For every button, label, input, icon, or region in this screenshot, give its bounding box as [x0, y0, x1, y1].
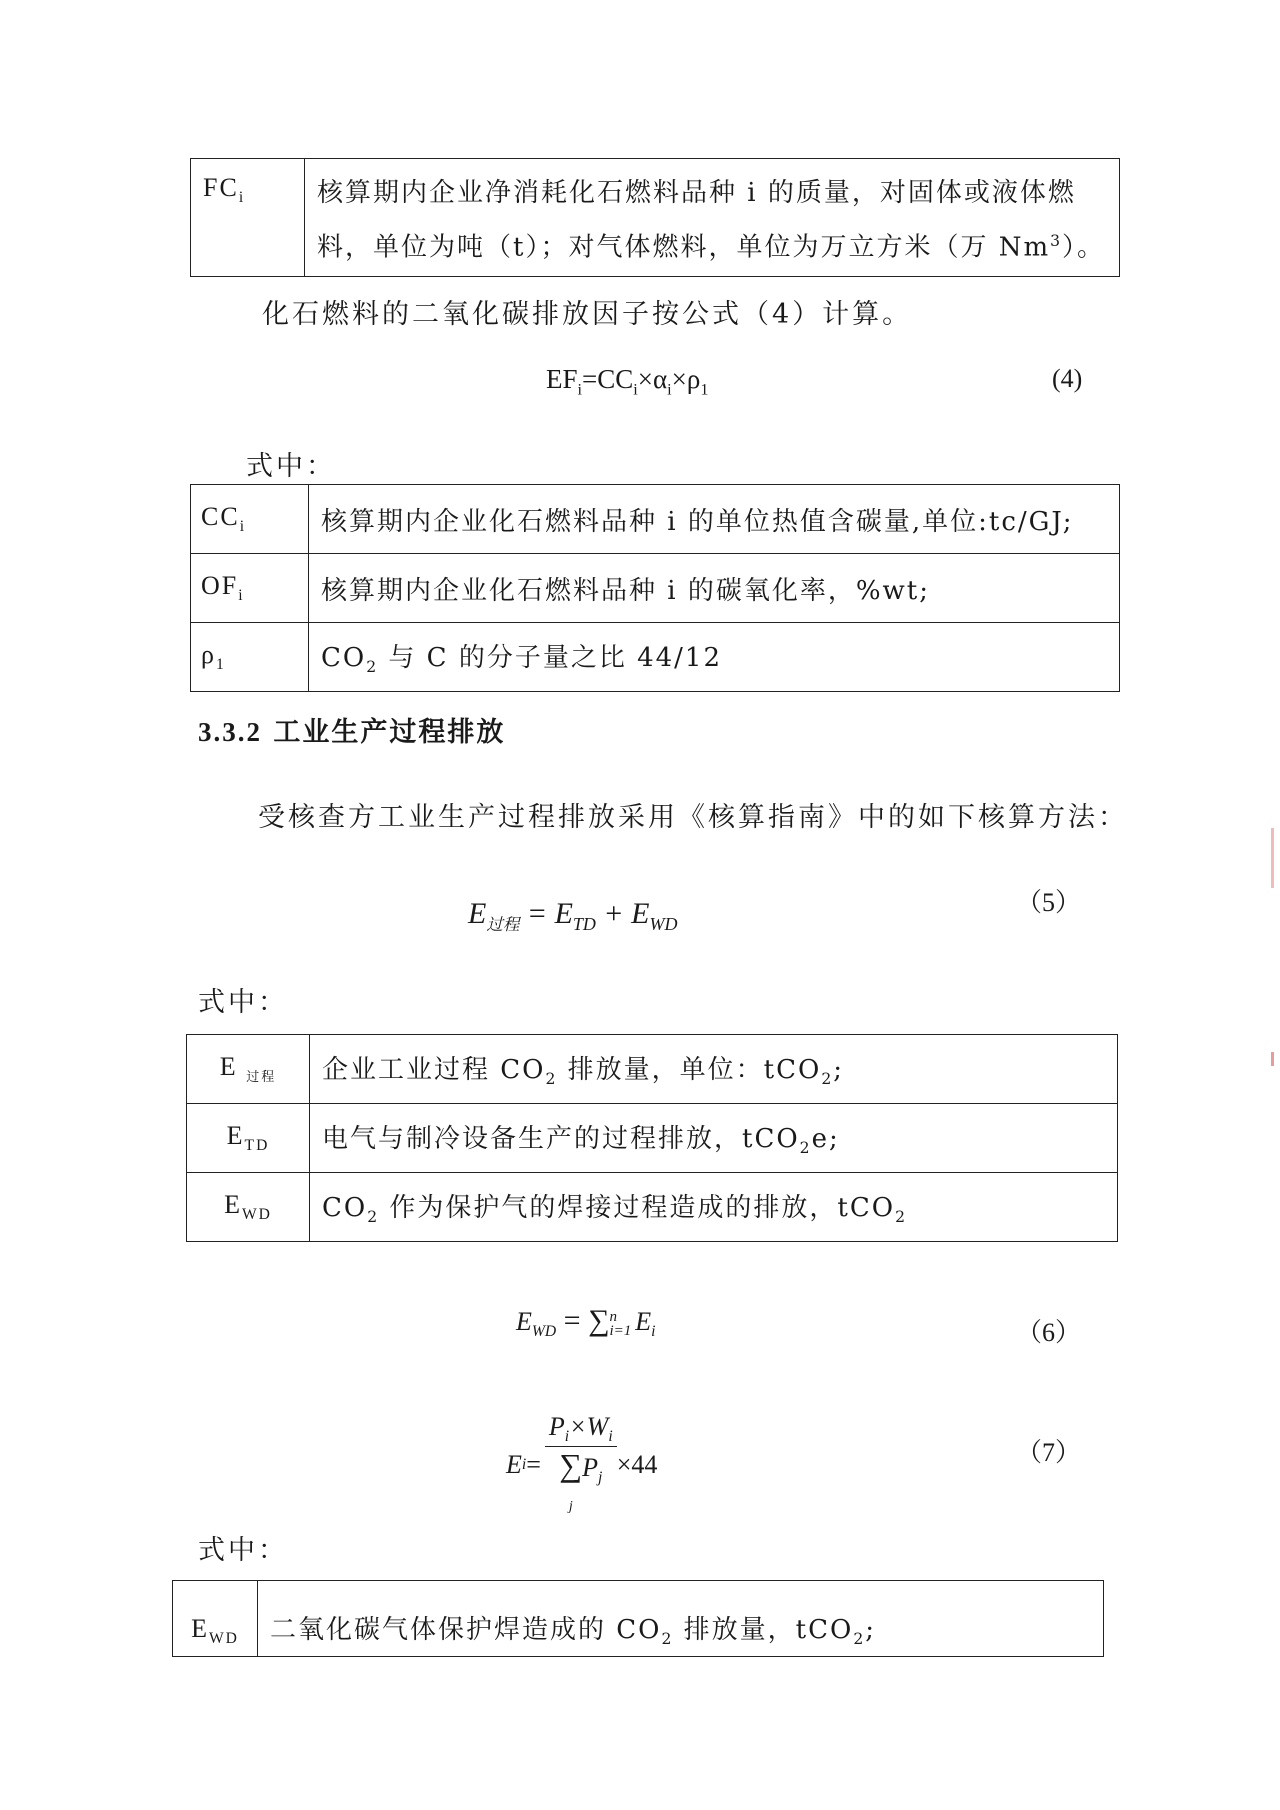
eq-term: E: [506, 1449, 522, 1479]
eq-term: =: [526, 1449, 541, 1479]
sum-upper: n: [609, 1309, 617, 1326]
table-row: [191, 623, 1120, 692]
desc-part: 企业工业过程 CO: [322, 1055, 546, 1086]
eq-sub: i: [521, 1455, 527, 1473]
symbol-sub: TD: [244, 1137, 270, 1155]
desc-sub: 2: [895, 1208, 907, 1227]
symbol-cell: [191, 623, 309, 692]
description-cell: [310, 1035, 1118, 1104]
eq-sub: i: [651, 1323, 656, 1341]
desc-part: CO: [321, 643, 367, 674]
process-emission-table: [186, 1034, 1118, 1242]
symbol-sub: WD: [241, 1206, 272, 1224]
desc-part: 作为保护气的焊接过程造成的排放，tCO: [379, 1193, 896, 1224]
table-row: [187, 1173, 1118, 1242]
eq-sub: i: [564, 1428, 570, 1446]
where-label: 式中：: [246, 451, 336, 482]
fc-definition-table: [190, 158, 1120, 277]
equation-4: [546, 364, 708, 399]
description-cell: [310, 1173, 1118, 1242]
eq-sub: WD: [649, 914, 678, 934]
description-line-2a: 料，单位为吨（t）；对气体燃料，单位为万立方米（万 Nm: [317, 232, 1051, 263]
desc-part: 二氧化碳气体保护焊造成的 CO: [270, 1614, 662, 1645]
sum-symbol: ∑: [559, 1447, 583, 1484]
symbol: CC: [201, 501, 240, 531]
eq-term: = ∑: [556, 1304, 610, 1337]
symbol-sub: i: [238, 189, 246, 207]
table-row: [191, 159, 1120, 277]
sum-index: j: [568, 1499, 573, 1515]
symbol-cell: [173, 1581, 258, 1657]
margin-mark: [1271, 828, 1274, 888]
desc-part: 排放量，tCO: [673, 1614, 854, 1645]
equation-6: [516, 1304, 656, 1341]
desc-sub: 2: [799, 1139, 812, 1158]
eq-sub: TD: [572, 914, 596, 934]
eq-term: E: [468, 897, 487, 930]
desc-part: ;: [865, 1614, 877, 1645]
cc-definition-table: [190, 484, 1120, 692]
eq-term: ×44: [616, 1449, 658, 1479]
desc-part: CO: [322, 1193, 368, 1224]
table-row: [187, 1035, 1118, 1104]
ewd-definition-table: [172, 1580, 1104, 1657]
symbol: OF: [201, 570, 239, 600]
fraction: [545, 1412, 617, 1517]
symbol: E: [219, 1052, 238, 1082]
paragraph-method: 受核查方工业生产过程排放采用《核算指南》中的如下核算方法：: [258, 802, 1128, 833]
eq-sub: i: [577, 380, 583, 399]
table-row: [187, 1104, 1118, 1173]
description-cell: [258, 1581, 1104, 1657]
description-line-2b: ）。: [1062, 232, 1106, 263]
symbol-cell: [187, 1173, 310, 1242]
symbol-sub: i: [238, 587, 245, 605]
eq-sub: i: [667, 380, 672, 399]
desc-sub: 2: [545, 1070, 558, 1089]
eq-sub: 过程: [486, 915, 520, 934]
desc-sub: 2: [821, 1070, 834, 1089]
equation-number-4: (4): [1052, 364, 1083, 393]
equation-5: [468, 896, 678, 935]
symbol: E: [226, 1120, 245, 1150]
sum-limits: [609, 1310, 631, 1338]
eq-term: ×α: [637, 364, 668, 394]
description-cell: 核算期内企业化石燃料品种 i 的单位热值含碳量,单位:tc/GJ;: [309, 485, 1120, 554]
desc-sub: 2: [367, 1208, 380, 1227]
section-number: 3.3.2: [198, 717, 262, 747]
eq-sub: j: [597, 1469, 603, 1487]
eq-sub: 1: [700, 380, 709, 399]
equation-7: [506, 1412, 657, 1517]
symbol-cell: [191, 159, 305, 277]
desc-sub: 2: [853, 1630, 866, 1648]
eq-term: =CC: [582, 364, 634, 394]
description-cell: [310, 1104, 1118, 1173]
symbol-cell: [187, 1104, 310, 1173]
symbol-cell: [191, 485, 309, 554]
superscript: 3: [1050, 232, 1063, 250]
desc-part: 与 C 的分子量之比 44/12: [378, 643, 723, 674]
eq-term: = E: [519, 897, 573, 930]
symbol: FC: [203, 173, 239, 202]
symbol-sub: 过程: [246, 1069, 277, 1085]
desc-sub: 2: [366, 658, 379, 677]
eq-term: P: [582, 1453, 598, 1483]
equation-number-7: （7）: [1016, 1438, 1082, 1467]
description-cell: 核算期内企业化石燃料品种 i 的碳氧化率，%wt;: [309, 554, 1120, 623]
symbol-sub: 1: [215, 656, 226, 674]
section-heading: [198, 710, 505, 749]
symbol-sub: WD: [208, 1630, 239, 1647]
description-cell: [309, 623, 1120, 692]
denominator: [545, 1447, 617, 1517]
numerator: [545, 1412, 617, 1447]
symbol: E: [191, 1613, 209, 1643]
desc-part: e;: [811, 1124, 840, 1155]
eq-term: P: [548, 1412, 565, 1441]
desc-part: 电气与制冷设备生产的过程排放，tCO: [322, 1124, 800, 1155]
where-label: 式中：: [198, 1535, 288, 1566]
equation-number-6: （6）: [1016, 1318, 1082, 1347]
margin-mark: [1271, 1052, 1274, 1066]
symbol: ρ: [201, 639, 216, 669]
where-label: 式中：: [198, 987, 288, 1018]
eq-term: E: [516, 1307, 532, 1336]
description-line-1: 核算期内企业净消耗化石燃料品种 i 的质量，对固体或液体燃: [317, 178, 1076, 208]
eq-term: + E: [595, 897, 650, 930]
eq-sub: i: [633, 380, 638, 399]
table-row: [191, 485, 1120, 554]
symbol-cell: [191, 554, 309, 623]
eq-sub: WD: [531, 1323, 557, 1341]
eq-sub: i: [608, 1428, 613, 1446]
desc-part: ;: [833, 1055, 845, 1086]
eq-term: ×ρ: [671, 364, 701, 394]
symbol: E: [224, 1189, 242, 1219]
paragraph-emission-factor: 化石燃料的二氧化碳排放因子按公式（4）计算。: [262, 299, 913, 330]
symbol-sub: i: [239, 518, 247, 536]
table-row: [191, 554, 1120, 623]
table-row: [173, 1581, 1104, 1657]
eq-term: EF: [546, 364, 578, 394]
eq-term: ×W: [569, 1412, 609, 1441]
desc-sub: 2: [661, 1630, 674, 1648]
eq-term: E: [635, 1307, 652, 1336]
desc-part: 排放量，单位：tCO: [557, 1055, 822, 1086]
equation-number-5: （5）: [1016, 888, 1082, 917]
section-title: 工业生产过程排放: [273, 717, 506, 748]
symbol-cell: [187, 1035, 310, 1104]
description-cell: [305, 159, 1120, 277]
sum-lower: i=1: [609, 1323, 632, 1340]
